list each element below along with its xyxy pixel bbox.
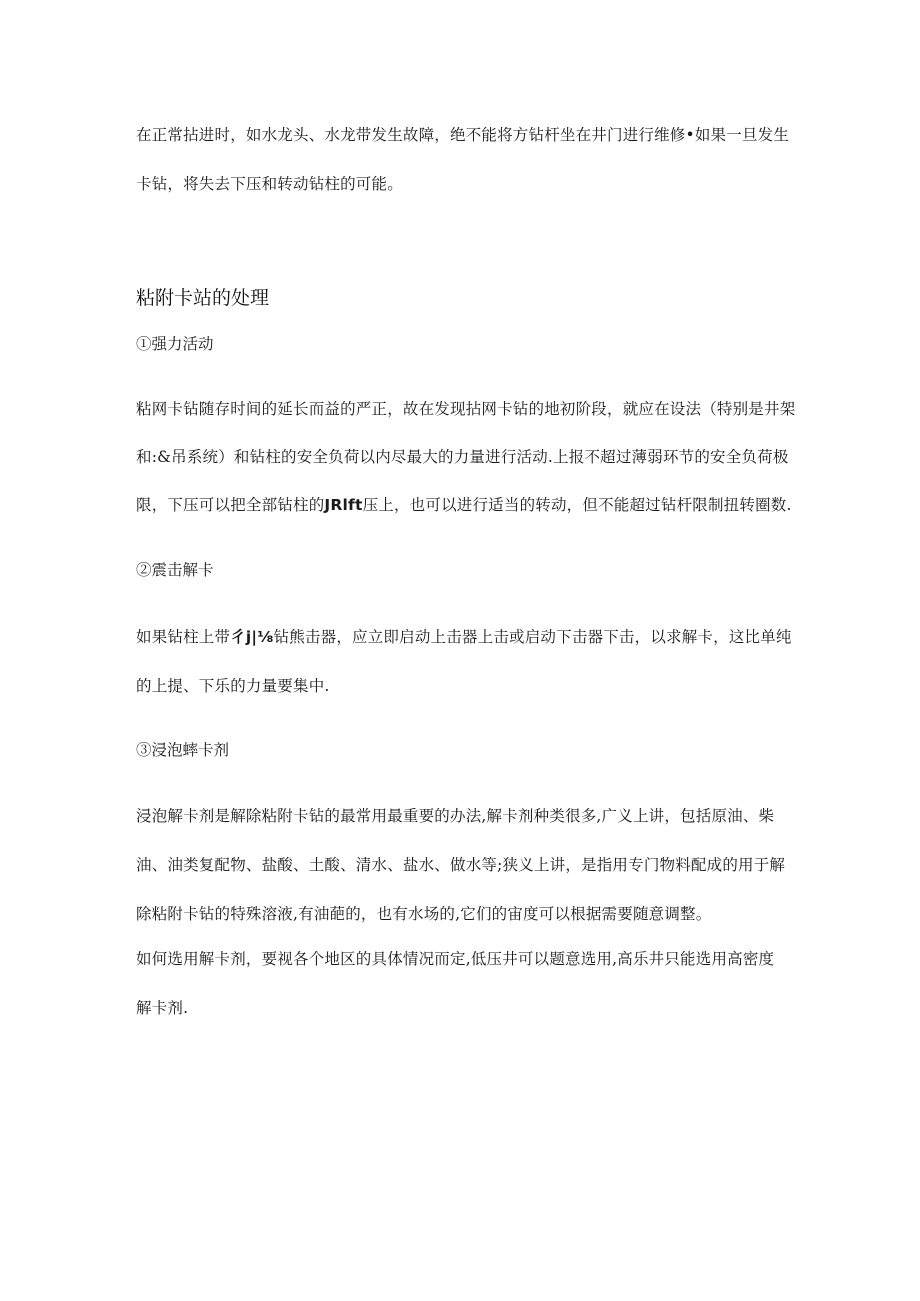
- method2-title: ②震击解卡: [136, 561, 214, 579]
- method3-line-4: 如何选用解卡剂，要视各个地区的具体情况而定,低压井可以题意选用,高乐井只能选用高密度: [136, 950, 775, 968]
- method1-line-1: 粘网卡钻随存时间的延长而益的严正，故在发现拈网卡钻的地初阶段，就应在设法（特别是井架: [136, 400, 796, 418]
- method2-line-1-part-b: 彳j|⅛: [230, 628, 274, 646]
- method3-line-2: 油、油类复配物、盐酸、土酸、清水、盐水、做水等;狭义上讲，是指用专门物料配成的用于解: [136, 856, 786, 874]
- method1-line-3-part-c: 压上，也可以进行适当的转动，但不能超过钻杆限制扭转圈数.: [362, 496, 792, 514]
- method1-line-3-part-a: 限，下压可以把全部钻柱的: [136, 496, 325, 514]
- method1-title: ①强力活动: [136, 335, 214, 353]
- method1-line-3: [136, 495, 792, 515]
- method3-title: ③浸泡蟀卡剂: [136, 741, 230, 759]
- method3-line-3: 除粘附卡钻的特殊溶液,有油葩的，也有水场的,它们的宙度可以根据需要随意调整。: [136, 905, 712, 923]
- method3-line-1: 浸泡解卡剂是解除粘附卡钻的最常用最重要的办法,解卡剂种类很多,广义上讲，包括原油、柴: [136, 807, 775, 825]
- intro-line-2: 卡钻，将失去下压和转动钻柱的可能。: [136, 175, 403, 193]
- method2-line-2: 的上提、下乐的力量要集中.: [136, 677, 330, 695]
- section-title: 粘附卡站的处理: [136, 287, 270, 309]
- method1-line-2: 和:&吊系统）和钻柱的安全负荷以内尽最大的力量进行活动.上报不超过薄弱环节的安全负荷极: [136, 448, 789, 466]
- intro-line-1: 在正常拈进时，如水龙头、水龙带发生故障，绝不能将方钻杆坐在井门进行维修•如果一旦发生: [136, 126, 790, 144]
- method2-line-1-part-c: 钻熊击器，应立即启动上击器上击或启动下击器下击，以求解卡，这比单纯: [273, 628, 792, 646]
- method3-line-5: 解卡剂.: [136, 999, 189, 1017]
- method1-line-3-part-b: JRlft: [324, 496, 363, 514]
- method2-line-1-part-a: 如果钻柱上带: [136, 628, 231, 646]
- method2-line-1: [136, 627, 792, 647]
